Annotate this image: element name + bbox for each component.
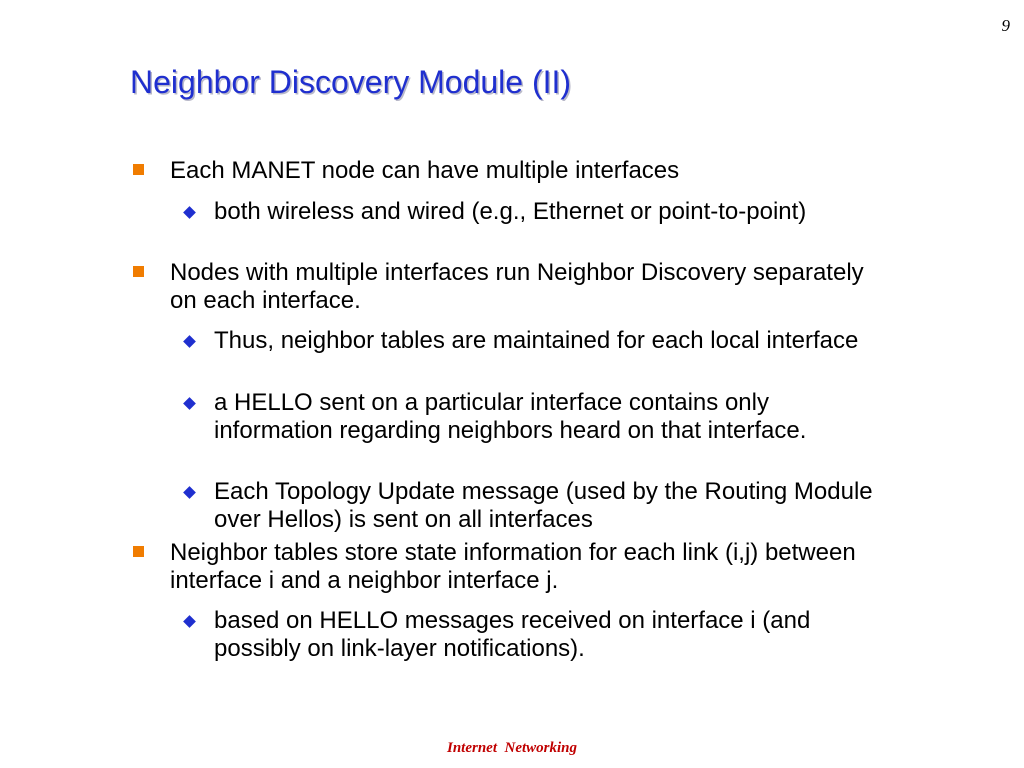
sub-bullet-item	[214, 607, 864, 663]
diamond-bullet-icon	[183, 615, 196, 628]
bullet-text: both wireless and wired (e.g., Ethernet or point-to-point)	[214, 198, 807, 225]
bullet-text: Nodes with multiple interfaces run Neighbor Discovery separately on each interface.	[170, 259, 864, 314]
bullet-text: a HELLO sent on a particular interface contains only information regarding neighbors heard on that interface.	[214, 389, 807, 444]
page-number: 9	[1001, 16, 1010, 35]
diamond-bullet-icon	[183, 335, 196, 348]
slide-title: Neighbor Discovery Module (II)	[130, 64, 572, 100]
square-bullet-icon	[133, 546, 144, 557]
bullet-text: based on HELLO messages received on interface i (and possibly on link-layer notifications).	[214, 607, 811, 662]
sub-bullet-item	[214, 478, 914, 534]
bullet-text: Each Topology Update message (used by the Routing Module over Hellos) is sent on all interfaces	[214, 478, 873, 533]
sub-bullet-item	[214, 198, 854, 226]
diamond-bullet-icon	[183, 206, 196, 219]
bullet-text: Thus, neighbor tables are maintained for each local interface	[214, 327, 859, 354]
bullet-item	[170, 157, 890, 185]
square-bullet-icon	[133, 266, 144, 277]
footer-label: Internet Networking	[446, 740, 578, 756]
bullet-item	[170, 259, 870, 315]
diamond-bullet-icon	[183, 397, 196, 410]
sub-bullet-item	[214, 327, 879, 355]
square-bullet-icon	[133, 164, 144, 175]
bullet-item	[170, 539, 880, 595]
bullet-text: Each MANET node can have multiple interfaces	[170, 157, 680, 184]
bullet-text: Neighbor tables store state information for each link (i,j) between interface i and a neighbor interface j.	[170, 539, 856, 594]
sub-bullet-item	[214, 389, 879, 445]
diamond-bullet-icon	[183, 486, 196, 499]
